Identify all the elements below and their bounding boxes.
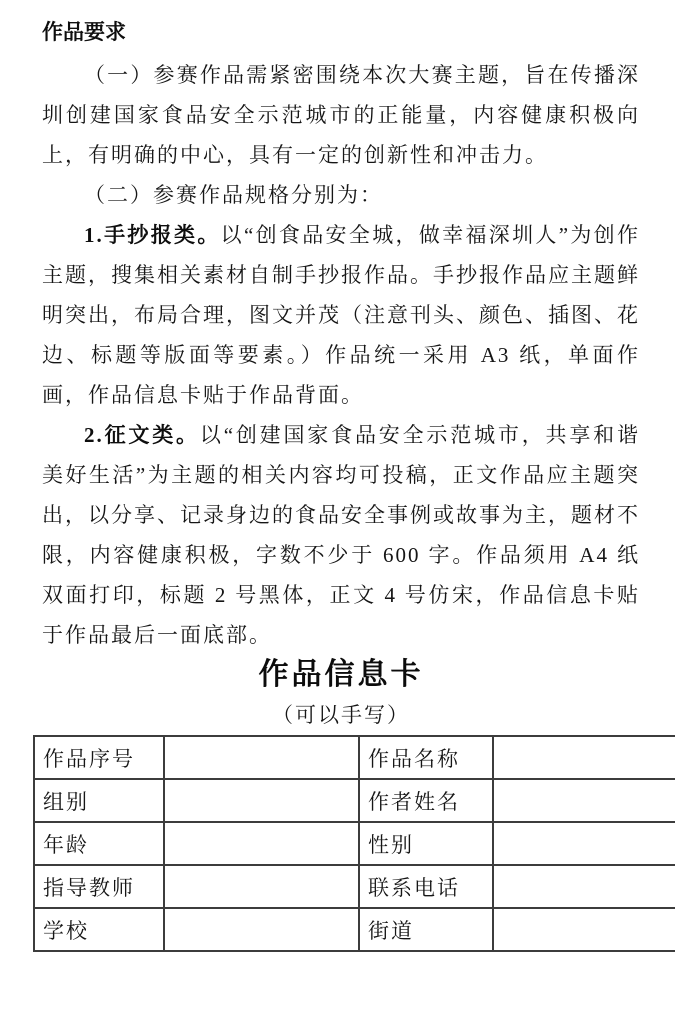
row-label: 学校 bbox=[34, 908, 164, 951]
section-heading: 作品要求 bbox=[42, 21, 126, 44]
paragraph-lead-bold: 2.征文类。 bbox=[84, 423, 200, 447]
table-row bbox=[34, 736, 675, 779]
info-card-subtitle: （可以手写） bbox=[272, 703, 410, 727]
row-label: 作品名称 bbox=[359, 736, 493, 779]
paragraph-requirement-2 bbox=[42, 175, 640, 215]
paragraph-text: （一）参赛作品需紧密围绕本次大赛主题，旨在传播深圳创建国家食品安全示范城市的正能量，内容健康积极向上，有明确的中心，具有一定的创新性和冲击力。 bbox=[42, 63, 640, 167]
paragraph-text: （二）参赛作品规格分别为： bbox=[84, 183, 383, 207]
paragraph-text: 以“创食品安全城，做幸福深圳人”为创作主题，搜集相关素材自制手抄报作品。手抄报作品应主题鲜明突出，布局合理，图文并茂（注意刊头、颜色、插图、花边、标题等版面等要素。）作品统一采用 A3 纸，单面作画，作品信息卡贴于作品背面。 bbox=[42, 223, 641, 407]
info-card-title: 作品信息卡 bbox=[258, 658, 424, 691]
row-value-blank bbox=[493, 865, 675, 908]
info-card-table bbox=[33, 735, 675, 952]
row-value-blank bbox=[164, 822, 359, 865]
paragraph-handcopy-category bbox=[42, 215, 640, 415]
paragraph-text: 以“创建国家食品安全示范城市，共享和谐美好生活”为主题的相关内容均可投稿，正文作品应主题突出，以分享、记录身边的食品安全事例或故事为主，题材不限，内容健康积极，字数不少于 600 字。作品须用 A4 纸双面打印，标题 2 号黑体，正文 4 号仿宋，作品信息卡贴于作品最后一面底部。 bbox=[42, 423, 641, 647]
row-label: 作者姓名 bbox=[359, 779, 493, 822]
row-label: 性别 bbox=[359, 822, 493, 865]
paragraph-lead-bold: 1.手抄报类。 bbox=[84, 223, 221, 247]
row-label: 联系电话 bbox=[359, 865, 493, 908]
table-row bbox=[34, 865, 675, 908]
table-row bbox=[34, 908, 675, 951]
row-value-blank bbox=[493, 736, 675, 779]
paragraph-requirement-1 bbox=[42, 55, 640, 175]
table-row bbox=[34, 822, 675, 865]
row-label: 街道 bbox=[359, 908, 493, 951]
row-label: 指导教师 bbox=[34, 865, 164, 908]
row-label: 年龄 bbox=[34, 822, 164, 865]
row-value-blank bbox=[164, 736, 359, 779]
row-label: 作品序号 bbox=[34, 736, 164, 779]
paragraph-essay-category bbox=[42, 415, 640, 655]
row-value-blank bbox=[493, 822, 675, 865]
row-value-blank bbox=[493, 779, 675, 822]
row-value-blank bbox=[164, 779, 359, 822]
row-label: 组别 bbox=[34, 779, 164, 822]
row-value-blank bbox=[164, 865, 359, 908]
row-value-blank bbox=[164, 908, 359, 951]
table-row bbox=[34, 779, 675, 822]
row-value-blank bbox=[493, 908, 675, 951]
